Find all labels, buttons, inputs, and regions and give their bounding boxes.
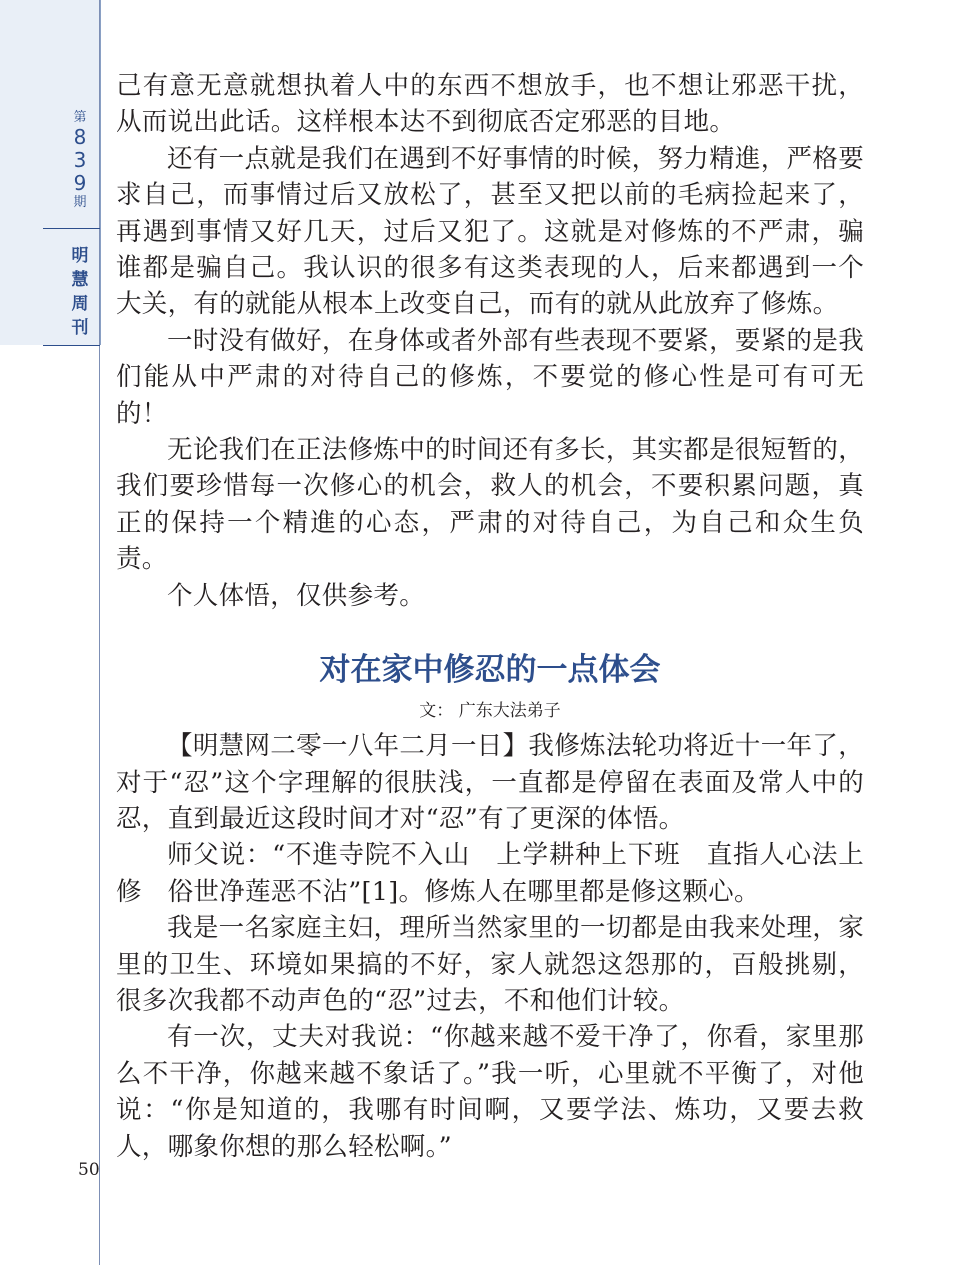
article-byline: 文： 广东大法弟子 bbox=[419, 701, 561, 722]
magazine-name bbox=[60, 244, 100, 340]
body-paragraph: 还有一点就是我们在遇到不好事情的时候，努力精進，严格要求自己，而事情过后又放松了，甚至又把以前的毛病捡起来了，再遇到事情又好几天，过后又犯了。这就是对修炼的不严肃，骗谁都是骗自己。我认识的很多有这类表现的人，后来都遇到一个大关，有的就能从根本上改变自己，而有的就从此放弃了修炼。 bbox=[116, 143, 864, 320]
body-paragraph: 无论我们在正法修炼中的时间还有多长，其实都是很短暂的，我们要珍惜每一次修心的机会，救人的机会，不要积累问题，真正的保持一个精進的心态，严肃的对待自己，为自己和众生负责。 bbox=[116, 435, 864, 575]
issue-prefix: 第 bbox=[73, 110, 87, 125]
page-number: 50 bbox=[78, 1160, 100, 1180]
magazine-char: 明 bbox=[71, 246, 89, 266]
page-content bbox=[116, 68, 864, 1165]
body-paragraph: 己有意无意就想执着人中的东西不想放手，也不想让邪恶干扰，从而说出此话。这样根本达不到彻底否定邪恶的目地。 bbox=[116, 71, 864, 138]
body-paragraph: 有一次，丈夫对我说：“你越来越不爱干净了，你看，家里那么不干净，你越来越不象话了。”我一听，心里就不平衡了，对他说：“你是知道的，我哪有时间啊，又要学法、炼功，又要去救人，哪象你想的那么轻松啊。” bbox=[116, 1022, 864, 1162]
body-paragraph: 师父说：“不進寺院不入山 上学耕种上下班 直指人心法上修 俗世净莲恶不沾”[1]。修炼人在哪里都是修这颗心。 bbox=[116, 840, 864, 907]
sidebar-rule-top bbox=[43, 228, 100, 229]
article-title: 对在家中修忍的一点体会 bbox=[319, 652, 661, 689]
body-paragraph: 一时没有做好，在身体或者外部有些表现不要紧，要紧的是我们能从中严肃的对待自己的修炼，不要觉的修心性是可有可无的！ bbox=[116, 325, 864, 429]
body-paragraph: 我是一名家庭主妇，理所当然家里的一切都是由我来处理，家里的卫生、环境如果搞的不好，家人就怨这怨那的，百般挑剔，很多次我都不动声色的“忍”过去，不和他们计较。 bbox=[116, 913, 864, 1016]
sidebar-rule-bottom bbox=[43, 345, 100, 346]
body-paragraph: 个人体悟，仅供参考。 bbox=[167, 580, 426, 611]
issue-digit: 3 bbox=[73, 148, 87, 172]
body-paragraph: 【明慧网二零一八年二月一日】我修炼法轮功将近十一年了，对于“忍”这个字理解的很肤浅，一直都是停留在表面及常人中的忍，直到最近这段时间才对“忍”有了更深的体悟。 bbox=[116, 731, 864, 834]
issue-digit: 9 bbox=[73, 171, 87, 195]
magazine-char: 刊 bbox=[71, 318, 89, 338]
magazine-char: 慧 bbox=[71, 270, 89, 290]
issue-digit: 8 bbox=[73, 125, 87, 149]
magazine-char: 周 bbox=[71, 294, 89, 314]
issue-label bbox=[60, 110, 100, 211]
issue-suffix: 期 bbox=[73, 195, 87, 210]
